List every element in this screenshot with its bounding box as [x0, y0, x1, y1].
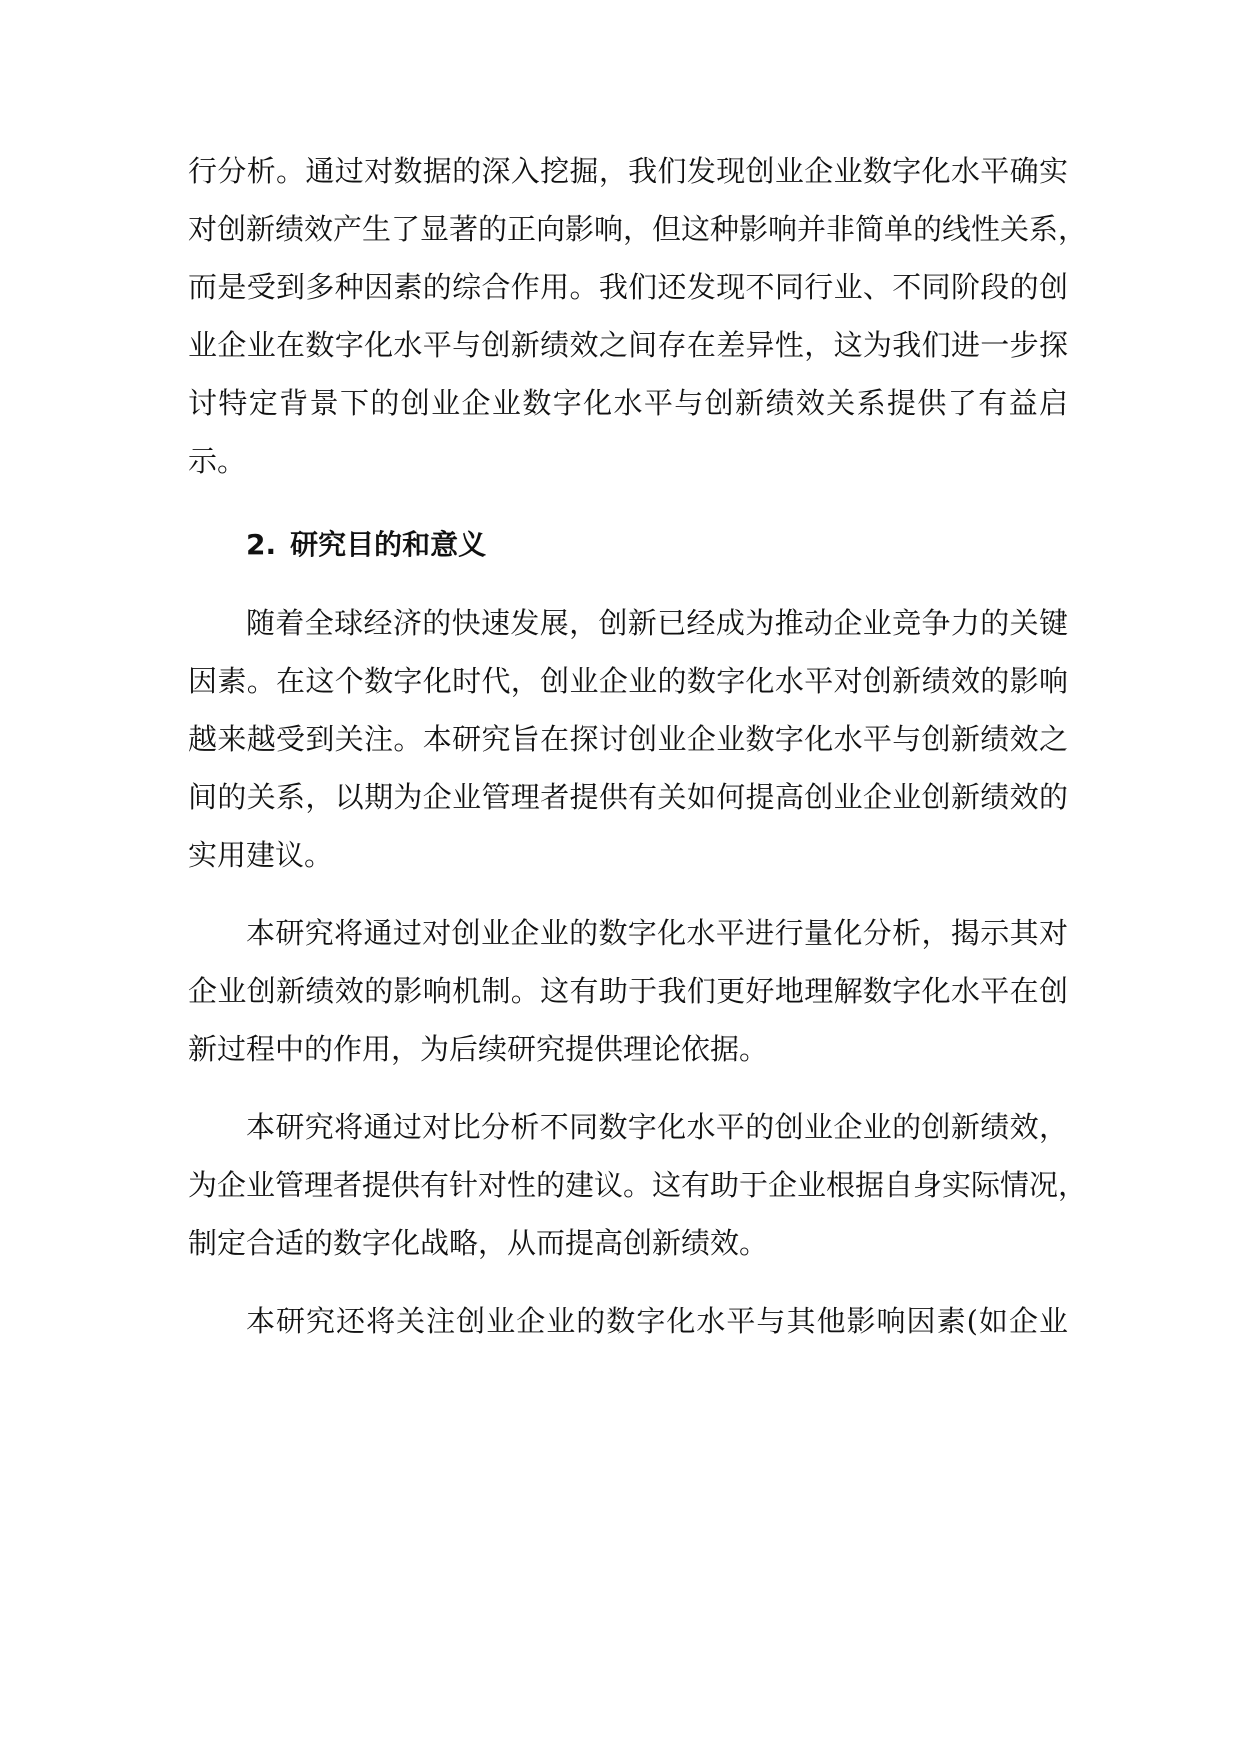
text-line: 本研究将通过对比分析不同数字化水平的创业企业的创新绩效，: [246, 1110, 1068, 1144]
text-line: 制定合适的数字化战略，从而提高创新绩效。: [188, 1226, 769, 1260]
text-line: 实用建议。: [188, 838, 334, 872]
paragraph: [188, 594, 1068, 884]
text-line: 本研究将通过对创业企业的数字化水平进行量化分析，揭示其对: [246, 916, 1068, 950]
document-body: [188, 142, 1088, 1350]
text-line: 业企业在数字化水平与创新绩效之间存在差异性，这为我们进一步探: [188, 328, 1068, 362]
text-line: 随着全球经济的快速发展，创新已经成为推动企业竞争力的关键: [246, 606, 1068, 640]
text-line: 讨特定背景下的创业企业数字化水平与创新绩效关系提供了有益启: [188, 386, 1068, 420]
text-line: 对创新绩效产生了显著的正向影响，但这种影响并非简单的线性关系，: [188, 212, 1088, 246]
text-line: 为企业管理者提供有针对性的建议。这有助于企业根据自身实际情况，: [188, 1168, 1088, 1202]
paragraph: [188, 1292, 1068, 1350]
text-line: 因素。在这个数字化时代，创业企业的数字化水平对创新绩效的影响: [188, 664, 1068, 698]
section-number: 2.: [246, 528, 277, 561]
paragraph: [188, 904, 1068, 1078]
text-line: 而是受到多种因素的综合作用。我们还发现不同行业、不同阶段的创: [188, 270, 1068, 304]
text-line: 行分析。通过对数据的深入挖掘，我们发现创业企业数字化水平确实: [188, 154, 1068, 188]
text-line: 越来越受到关注。本研究旨在探讨创业企业数字化水平与创新绩效之: [188, 722, 1068, 756]
section-title: 研究目的和意义: [290, 528, 487, 561]
paragraph: [188, 1098, 1088, 1272]
text-line: 间的关系，以期为企业管理者提供有关如何提高创业企业创新绩效的: [188, 780, 1068, 814]
text-line: 企业创新绩效的影响机制。这有助于我们更好地理解数字化水平在创: [188, 974, 1068, 1008]
section-heading: [188, 516, 1068, 574]
text-line: 示。: [188, 444, 247, 478]
paragraph-continued: [188, 142, 1088, 490]
text-line: 本研究还将关注创业企业的数字化水平与其他影响因素(如企业: [246, 1304, 1068, 1338]
text-line: 新过程中的作用，为后续研究提供理论依据。: [188, 1032, 769, 1066]
